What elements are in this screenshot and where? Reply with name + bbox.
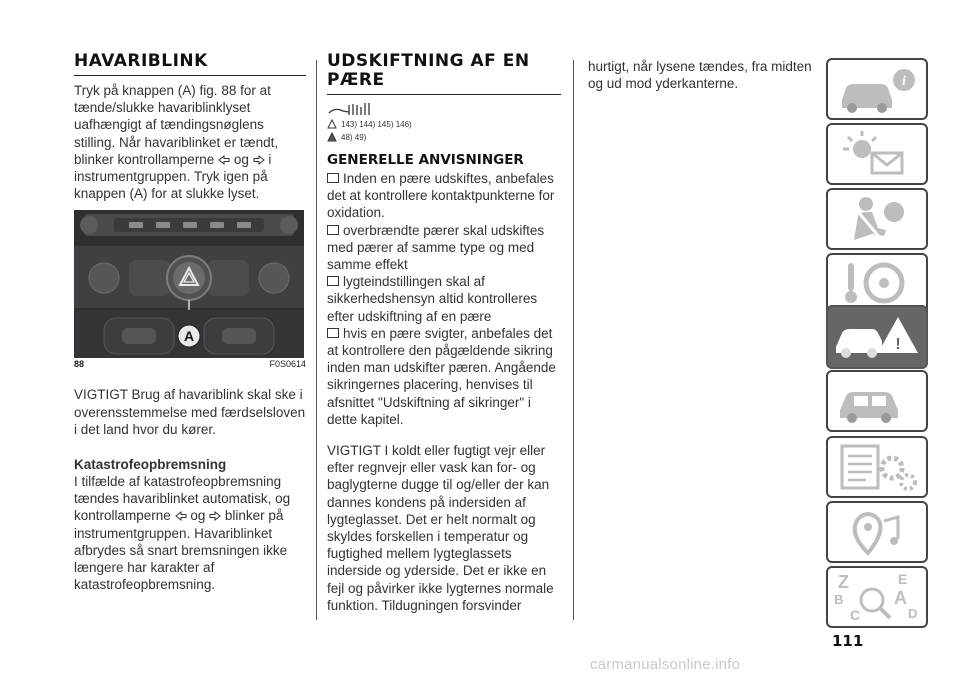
bullet-text: Inden en pære udskiftes, anbefales det at kontrollere kontaktpunkterne for oxidation. (327, 171, 555, 221)
bullet-text: hvis en pære svigter, anbefales det at kontrollere den pågældende sikring inden man udskifter pæren. Angående sikringernes placering, henvises til afsnittet "Udskiftning af sikringer" i dette kapitel. (327, 325, 556, 427)
paragraph-continued: hurtigt, når lysene tændes, fra midten og ud mod yderkanterne. (588, 59, 812, 92)
watermark: carmanualsonline.info (590, 656, 741, 673)
heading-rule (327, 94, 561, 95)
warning-references: 143) 144) 145) 146) (341, 119, 412, 129)
text-run: I tilfælde af katastrofeopbremsning tændes havariblinket automatisk, og kontrollamperne (74, 474, 291, 524)
text-run: og (186, 508, 210, 524)
car-maintenance-icon (828, 372, 926, 430)
column-havariblink (74, 52, 306, 593)
heading-rule (74, 75, 306, 76)
lights-message-icon (828, 125, 926, 183)
bullet-item (327, 170, 561, 222)
chapter-tab-index[interactable] (826, 566, 928, 628)
hand-warning-icon (327, 101, 373, 117)
text-run: Tryk på knappen (A) fig. 88 for at tænde/slukke havariblinklyset uafhængigt af tændingsnøglens stilling. Når havariblinket er tændt, blinker kontrollamperne (74, 83, 279, 167)
checkbox-bullet-icon (327, 225, 339, 235)
column-divider (573, 60, 574, 620)
chapter-tab-emergency[interactable] (826, 305, 928, 369)
text-run: og (230, 151, 253, 167)
column-divider (316, 60, 317, 620)
figure-hazard-button (74, 210, 304, 358)
turn-signal-icon (218, 155, 230, 165)
figure-label-a: A (183, 328, 195, 345)
bullet-text: overbrændte pærer skal udskiftes med pærer af samme type og med samme effekt (327, 222, 545, 273)
car-info-icon (828, 60, 926, 118)
chapter-tab-specs[interactable] (826, 436, 928, 498)
emergency-car-icon (828, 307, 926, 367)
chapter-tab-maintenance[interactable] (826, 370, 928, 432)
specs-gear-icon (828, 438, 926, 496)
warning-refs-row-1 (327, 119, 561, 129)
column-udskiftning (327, 52, 561, 614)
subheading-generelle: GENERELLE ANVISNINGER (327, 152, 524, 168)
index-letter: B (834, 592, 844, 607)
paragraph-katastrofe (74, 473, 306, 593)
multimedia-icon (828, 503, 926, 561)
caution-icon (327, 132, 337, 142)
checkbox-bullet-icon (327, 173, 339, 183)
turn-signal-icon (175, 511, 187, 521)
bullet-item (327, 222, 561, 274)
text-run: blinker på instrumentgruppen. Havariblinket afbrydes så snart bremsningen ikke længere har karakter af katastrofeopbremsning. (74, 508, 288, 593)
chapter-tab-safety[interactable] (826, 188, 928, 250)
seatbelt-airbag-icon (828, 190, 926, 248)
index-letter: C (850, 607, 861, 623)
subheading-katastrofe: Katastrofeopbremsning (74, 457, 227, 473)
figure-code: F0S0614 (269, 359, 306, 370)
paragraph-vigtigt: VIGTIGT Brug af havariblink skal ske i overensstemmelse med færdselsloven i det land hvor du kører. (74, 387, 306, 437)
chapter-tab-car-info[interactable] (826, 58, 928, 120)
index-letter: Z (838, 572, 849, 592)
index-letter: E (898, 571, 908, 587)
paragraph-intro (74, 82, 306, 202)
page-number: 111 (832, 632, 864, 650)
chapter-tab-lights[interactable] (826, 123, 928, 185)
index-letter: A (894, 588, 907, 608)
warning-refs-row-2 (327, 132, 561, 142)
bullet-item (327, 273, 561, 325)
svg-text:i: i (902, 74, 906, 89)
turn-signal-icon (209, 511, 221, 521)
checkbox-bullet-icon (327, 328, 339, 338)
section-heading-havariblink: HAVARIBLINK (74, 51, 208, 71)
text-run: i instrumentgruppen. Tryk igen på knappen (A) for at slukke lyset. (74, 151, 272, 202)
warning-triangle-icon (327, 119, 337, 129)
warning-refs-row (327, 101, 561, 117)
chapter-tab-multimedia[interactable] (826, 501, 928, 563)
turn-signal-icon (253, 155, 265, 165)
figure-number: 88 (74, 359, 85, 370)
svg-text:!: ! (895, 336, 901, 353)
bullet-item (327, 325, 561, 428)
caution-references: 48) 49) (341, 132, 367, 142)
figure-caption (74, 358, 306, 372)
paragraph-vigtigt-kondens: VIGTIGT I koldt eller fugtigt vejr eller efter regnvejr eller vask kan for- og baglygterne dugge til og/eller der kan dannes kondens på indersiden af lygteglasset. Det er helt normalt og skyldes forskellen i temperatur og fugtighed mellem lygteglassets inderside og yderside. Det er ikke en fejl og påvirker ikke lygternes normale funktion. Tildugningen forsvinder (327, 443, 554, 613)
bullet-text: lygteindstillingen skal af sikkerhedshensyn altid kontrolleres efter udskiftning af en pære (327, 274, 538, 324)
index-letter: D (908, 606, 918, 621)
checkbox-bullet-icon (327, 276, 339, 286)
section-heading-udskiftning: UDSKIFTNING AF EN PÆRE (327, 51, 530, 90)
index-letters-icon (828, 568, 926, 626)
column-continued (588, 58, 814, 92)
